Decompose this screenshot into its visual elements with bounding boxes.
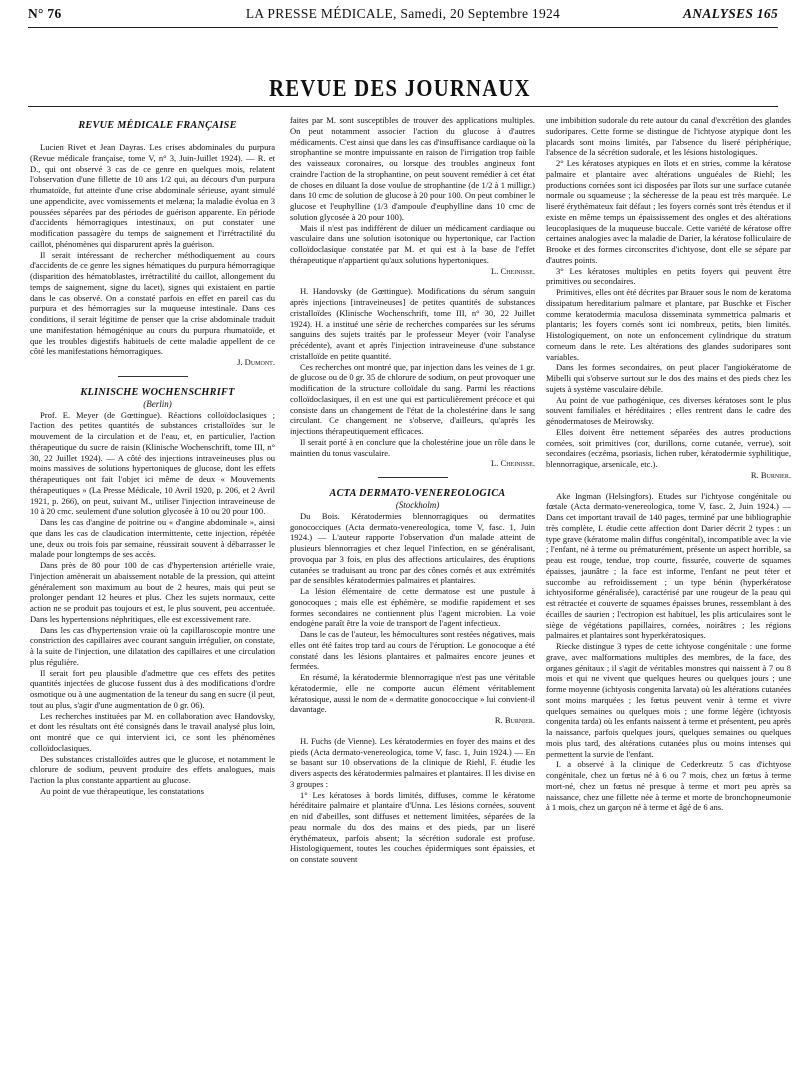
article-paragraph: H. Handovsky (de Gœttingue). Modifications du sérum sanguin après injections [intraveineuses] de petites quantités de substances cristalloïdes (Klinische Wochenschrift, tome III, n° 30, 22 Juillet 1924). H. a institué une série de recherches comparées sur les sérums sanguins des sujets traités par le professeur Meyer (voir l'analyse précédente), avant et après l'injection intraveineuse d'une substance cristalloïde en petite quantité. xyxy=(290,286,535,361)
masthead-title: REVUE DES JOURNAUX xyxy=(269,76,531,102)
column-3 xyxy=(546,115,791,1075)
column-1 xyxy=(30,115,275,1075)
article-paragraph: Dans le cas de l'auteur, les hémocultures sont restées négatives, mais elles ont été faites trop tard au cours de l'éruption. Le gonocoque a été constaté dans les lésions plantaires et palmaires encore jeunes et fermées. xyxy=(290,629,535,672)
article-paragraph: Ces recherches ont montré que, par injection dans les veines de 1 gr. de glucose ou de 0 gr. 35 de chlorure de sodium, on peut provoquer une modification de la structure colloïdale du sang. Parmi les réactions colloïdoclasiques, il en est une qui est particulièrement précoce et qui consiste dans un changement de l'état de la cholestérine dans le sang circulant. Ce changement ne s'observe, d'ailleurs, qu'après les injections thérapeutiquement efficaces. xyxy=(290,361,535,436)
article-paragraph: Au point de vue thérapeutique, les constatations xyxy=(40,785,205,796)
author-signature: L. Cheinisse. xyxy=(491,458,535,469)
article-paragraph: Dans près de 80 pour 100 de cas d'hypertension artérielle vraie, l'injection amènerait un abaissement notable de la pression, qui atteint généralement son maximum au bout de 2 heures, mais qui peut se prolonger pendant 12 heures et plus. Chez les sujets normaux, cette action ne se produit pas toujours et est, le plus souvent, peu accentuée. Dans les hypertensions néphritiques, elle est excessivement rare. xyxy=(30,560,275,624)
article-paragraph: Prof. E. Meyer (de Gœttingue). Réactions colloïdoclasiques ; l'action des petites quantités de substances cristalloïdes sur le mouvement de la circulation et de l'eau, et, en particulier, l'action thérapeutique du sucre de raisin (Klinische Wochenschrift, tome III, n° 30, 22 Juillet 1924). — A côté des injections intraveineuses plus ou moins massives de solutions hypertoniques de glucose, dont les effets thérapeutiques ont fait l'objet ici même de deux « Mouvements thérapeutiques » (La Presse Médicale, 10 Avril 1920, p. 206, et 2 Avril 1921, p. 266), on peut, suivant M., utiliser l'injection intraveineuse de 10 à 20 cmc. seulement d'une solution glycosée à 10 ou 20 pour 100. xyxy=(30,409,275,517)
section-subtitle: (Berlin) xyxy=(143,398,172,409)
article-paragraph: Au point de vue pathogénique, ces diverses kératoses sont le plus souvent familiales et héréditaires ; elles rentrent dans le cadre des génodermatoses de Meirowsky. xyxy=(546,394,791,426)
section-subtitle: (Stockholm) xyxy=(395,500,440,510)
column-2 xyxy=(290,115,535,1075)
masthead-rule xyxy=(28,106,778,107)
article-paragraph: Les recherches instituées par M. en collaboration avec Handovsky, et dont les résultats ont été consignés dans le travail analysé plus loin, ont montré que ce qui intervient ici, ce sont les phénomènes colloïdoclasiques. xyxy=(30,710,275,753)
section-divider xyxy=(378,477,448,478)
header-rule xyxy=(28,27,778,28)
article-paragraph: H. Fuchs (de Vienne). Les kératodermies en foyer des mains et des pieds (Acta dermato-venereologica, tome V, fasc. 1, Juin 1924.) — En se basant sur 10 observations de la clinique de Riehl, F. étudie les divers aspects des kératodermies palmaires et plantaires. Il les divise en 3 groupes : xyxy=(290,735,535,789)
article-paragraph: Dans les cas d'hypertension vraie où la capillaroscopie montre une constriction des capillaires avec courant sanguin irrégulier, on constate, à la suite de l'injection, une dilatation des capillaires et une circulation plus régulière. xyxy=(30,624,275,667)
article-paragraph: Il serait fort peu plausible d'admettre que ces effets des petites quantités injectées de glucose fussent dus à des modifications d'ordre osmotique ou à une augmentation de la teneur du sang en sucre (il peut, tout au plus, s'agir d'une augmentation de 0 gr. 06). xyxy=(30,667,275,710)
article-paragraph: 1° Les kératoses à bords limités, diffuses, comme le kératome héréditaire palmaire et plantaire d'Unna. Les lésions cornées, souvent en nid d'abeilles, sont diffuses et nettement limitées, séparées de la peau normale du dos des mains et des pieds, par un liseré érythémateux, parfois absent; la sécrétion sudorale est profuse. Histologiquement, toutes les couches épidermiques sont épaissies, et on constate souvent xyxy=(290,789,535,864)
article-paragraph: Riecke distingue 3 types de cette ichtyose congénitale : une forme grave, avec malformations multiples des membres, de la face, des organes génitaux ; il s'agit de véritables monstres qui naissent à 7 ou 8 mois et qui ne vivent que quelques heures ou quelques jours ; une forme moyenne (ichtyosis congenita larvata) où les altérations cutanées sont moins marquées ; les fœtus peuvent venir à terme et vivre quelques semaines ou quelques mois ; une forme légère (ichtyosis congenita tarda) où les enfants naissent à terme et présentent, peu après la naissance, parfois quelques jours, quelques semaines ou quelques mois plus tard, des altérations cutanées plus ou moins intenses qui permettent la survie de l'enfant. xyxy=(546,641,791,759)
author-signature: J. Dumont. xyxy=(237,357,275,367)
article-paragraph: Du Bois. Kératodermies blennorragiques ou dermatites gonococciques (Acta dermato-venereologica, tome V, fasc. 1, Juin 1924.) — L'auteur rapporte l'observation d'un malade atteint de plusieurs blennorragies et chez lequel l'infection, en se généralisant, provoqua par 3 fois, en plus des affections articulaires, des éruptions cutanées se traduisant au tronc par des cônes cornés et aux extrémités par de sensibles kératodermies palmaires et plantaires. xyxy=(290,510,535,586)
article-paragraph: Primitives, elles ont été décrites par Brauer sous le nom de keratoma dissipatum hereditarium palmare et plantare, par Buschke et Fischer comme keratodermia maculosa disseminata symmetrica palmaris et plantaris; les foyers cornés sont ici nombreux, petits, bien limités. Histologiquement, on note un enfoncement cylindrique du stratum corneum dans le rete. Les altérations des glandes sudoripares sont variables. xyxy=(546,287,791,362)
running-header xyxy=(28,4,778,26)
article-paragraph: I. a observé à la clinique de Cederkreutz 5 cas d'ichtyose congénitale, chez un fœtus né à 6 ou 7 mois, chez un fœtus à terme mort-né, chez un fœtus né presque à terme et mort peu après sa naissance, chez une fillette née à terme et morte de bronchopneumonie à 1 mois, chez un garçon né à terme et âgé de 6 ans. xyxy=(546,759,791,813)
article-paragraph: Dans les cas d'angine de poitrine ou « d'angine abdominale », ainsi que dans les cas de claudication intermittente, cette injection, répétée une, deux ou trois fois par semaine, réussirait souvent à débarrasser le malade pour longtemps de ses accès. xyxy=(30,517,275,560)
article-paragraph: Il serait intéressant de rechercher méthodiquement au cours d'accidents de ce genre les signes hématiques du purpura hémorragique (disparition des hématoblastes, irrétractilité du caillot, allongement du temps de saignement, signe du lacet), signes qui existaient en partie dans le cas observé. On a constaté parfois en effet en pareil cas du purpura et des hémorragies sur la muqueuse intestinale. Dans ces conditions, il serait légitime de penser que la crise abdominale traduit une manifestation hémogénique au cours du purpura rhumatoïde, et que les troubles digestifs habituels de cette maladie appellent de ce côté les manifestations hémorragiques. xyxy=(30,249,275,357)
article-paragraph: Ake Ingman (Helsingfors). Etudes sur l'ichtyose congénitale ou fœtale (Acta dermato-venereologica, tome V, fasc. 2, Juin 1924.) — Dans cet important travail de 140 pages, terminé par une bibliographie très complète, I. étudie cette affection dont Darier décrit 2 types : un type grave (kératome malin diffus congénital), incompatible avec la vie ; l'enfant, né à terme ou prématurément, présente un aspect horrible, sa peau est rouge, tendue, trop courte, fissurée, couverte de squames épaisses, jaunâtre ; la face est informe, l'enfant ne peut téter et succombe au refroidissement ; un type bénin (hyperkératose ichtyosiforme généralisée), caractérisé par une rougeur de la peau qui est rétractée et couverte de squames épaisses brunes, ressemblant à des écailles de saurien ; l'ectropion est habituel, les plis articulaires sont le siège de végétations papillaires, cornées, noirâtres ; les régions palmaires et plantaires sont hyperkératosiques. xyxy=(546,490,791,641)
section-divider xyxy=(118,376,188,377)
article-paragraph: En résumé, la kératodermie blennorragique n'est pas une véritable kératodermie, elle ne comporte aucun élément véritablement kératosique, aussi le nom de « dermatite gonococcique » lui convient-il davantage. xyxy=(290,672,535,715)
section-page-number: ANALYSES 165 xyxy=(683,6,778,21)
article-paragraph: 2° Les kératoses atypiques en îlots et en stries, comme la kératose palmaire et plantaire avec altérations unguéales de Riehl; les productions cornées sont ici disposées par îlots sur une surface cutanée normale ou squameuse ; la sécheresse de la peau est très marquée. Le liseré érythémateux fait défaut ; les foyers cornés sont très étendus et il existe en même temps un épaississement des ongles et des altérations leucoplasiques de la muqueuse buccale. Cette variété de kératose offre certaines analogies avec la maladie de Darier, la kératose folliculaire de Brooke et des formes circonscrites d'ichtyose, dont elle se sépare par d'autres points. xyxy=(546,158,791,265)
author-signature: R. Burnier. xyxy=(494,715,535,725)
article-paragraph: 3° Les kératoses multiples en petits foyers qui peuvent être primitives ou secondaires. xyxy=(546,265,791,287)
article-paragraph: une imbibition sudorale du rete autour du canal d'excrétion des glandes sudoripares. Cette forme se distingue de l'ichtyose atypique dont les placards sont moins limités, par l'absence du liseré périphérique, l'absence de la sécrétion sudorale, et les lésions histologiques. xyxy=(546,115,791,158)
article-paragraph: Elles doivent être nettement séparées des autres productions cornées, soit primitives (cor, durillons, corne cutanée, verrue), soit secondaires (eczéma, psoriasis, lichen ruber, kératodermie syphilitique, blennorragique, arsenicale, etc.). xyxy=(546,426,791,469)
author-signature: R. Burnier. xyxy=(750,469,791,480)
article-paragraph: Dans les formes secondaires, on peut placer l'angiokératome de Mibelli qui s'observe surtout sur le dos des mains et des pieds chez les sujets à système vasculaire débile. xyxy=(546,362,791,394)
section-title: ACTA DERMATO-VENEREOLOGICA xyxy=(329,488,506,499)
article-paragraph: Mais il n'est pas indifférent de diluer un médicament cardiaque ou vasculaire dans une solution isotonique ou hypertonique, car l'action colloïdoclasique constatée par M. et qui est à la base de l'effet thérapeutique n'appartient qu'aux solutions hypertoniques. xyxy=(290,222,535,265)
section-title: REVUE MÉDICALE FRANÇAISE xyxy=(78,120,237,131)
section-title: KLINISCHE WOCHENSCHRIFT xyxy=(80,386,235,398)
issue-number: N° 76 xyxy=(28,6,62,21)
article-paragraph: faites par M. sont susceptibles de trouver des applications multiples. On peut notamment associer l'action du glucose à d'autres médicaments. C'est ainsi que dans les cas d'insuffisance cardiaque où la strophantine se montre impuissante en raison de l'irrigation trop faible des vaisseaux coronaires, ou lorsque des troubles angineux font craindre l'action de la strophantine, on peut souvent remédier à cet état de choses en diluant la dose voulue de strophantine (de 1/2 à 1 milligr.) dans 10 cmc de solution de glucose à 20 pour 100. On peut combiner le glucose et l'euphylline (1/3 d'ampoule d'euphylline dans 10 cmc de solution glycosée à 20 pour 100). xyxy=(290,115,535,222)
article-paragraph: Lucien Rivet et Jean Dayras. Les crises abdominales du purpura (Revue médicale française, tome V, n° 3, Juin-Juillet 1924). — R. et D., qui ont observé 3 cas de ce genre en quelques mois, relatent l'observation d'une fillette de 10 ans 1/2 qui, au décours d'un purpura rhumatoïde, fut atteinte d'une crise abdominale sérieuse, ayant simulé une appendicite, avec vomissements et melæna; la maladie évolua en 3 poussées séparées par des périodes de guérison apparente. En période d'accidents hémorragiques intestinaux, on put constater une modification passagère du temps de saignement et l'irrétractilité du caillot, phénomènes qui disparurent après la guérison. xyxy=(30,142,275,249)
author-signature: L. Cheinisse. xyxy=(491,265,535,276)
journal-line: LA PRESSE MÉDICALE, Samedi, 20 Septembre 1924 xyxy=(245,6,561,21)
article-paragraph: Des substances cristalloïdes autres que le glucose, et notamment le chlorure de sodium, peuvent produire des effets analogues, mais l'action la plus constante appartient au glucose. xyxy=(30,753,275,785)
article-paragraph: Il serait porté à en conclure que la cholestérine joue un rôle dans le maintien du tonus vasculaire. xyxy=(290,436,535,458)
article-paragraph: La lésion élémentaire de cette dermatose est une pustule à gonocoques ; mais elle est éphémère, se modifie rapidement et ses formes secondaires ne contiennent plus l'agent microbien. La voie endogène paraît être la voie de transport de l'agent infectieux. xyxy=(290,586,535,629)
